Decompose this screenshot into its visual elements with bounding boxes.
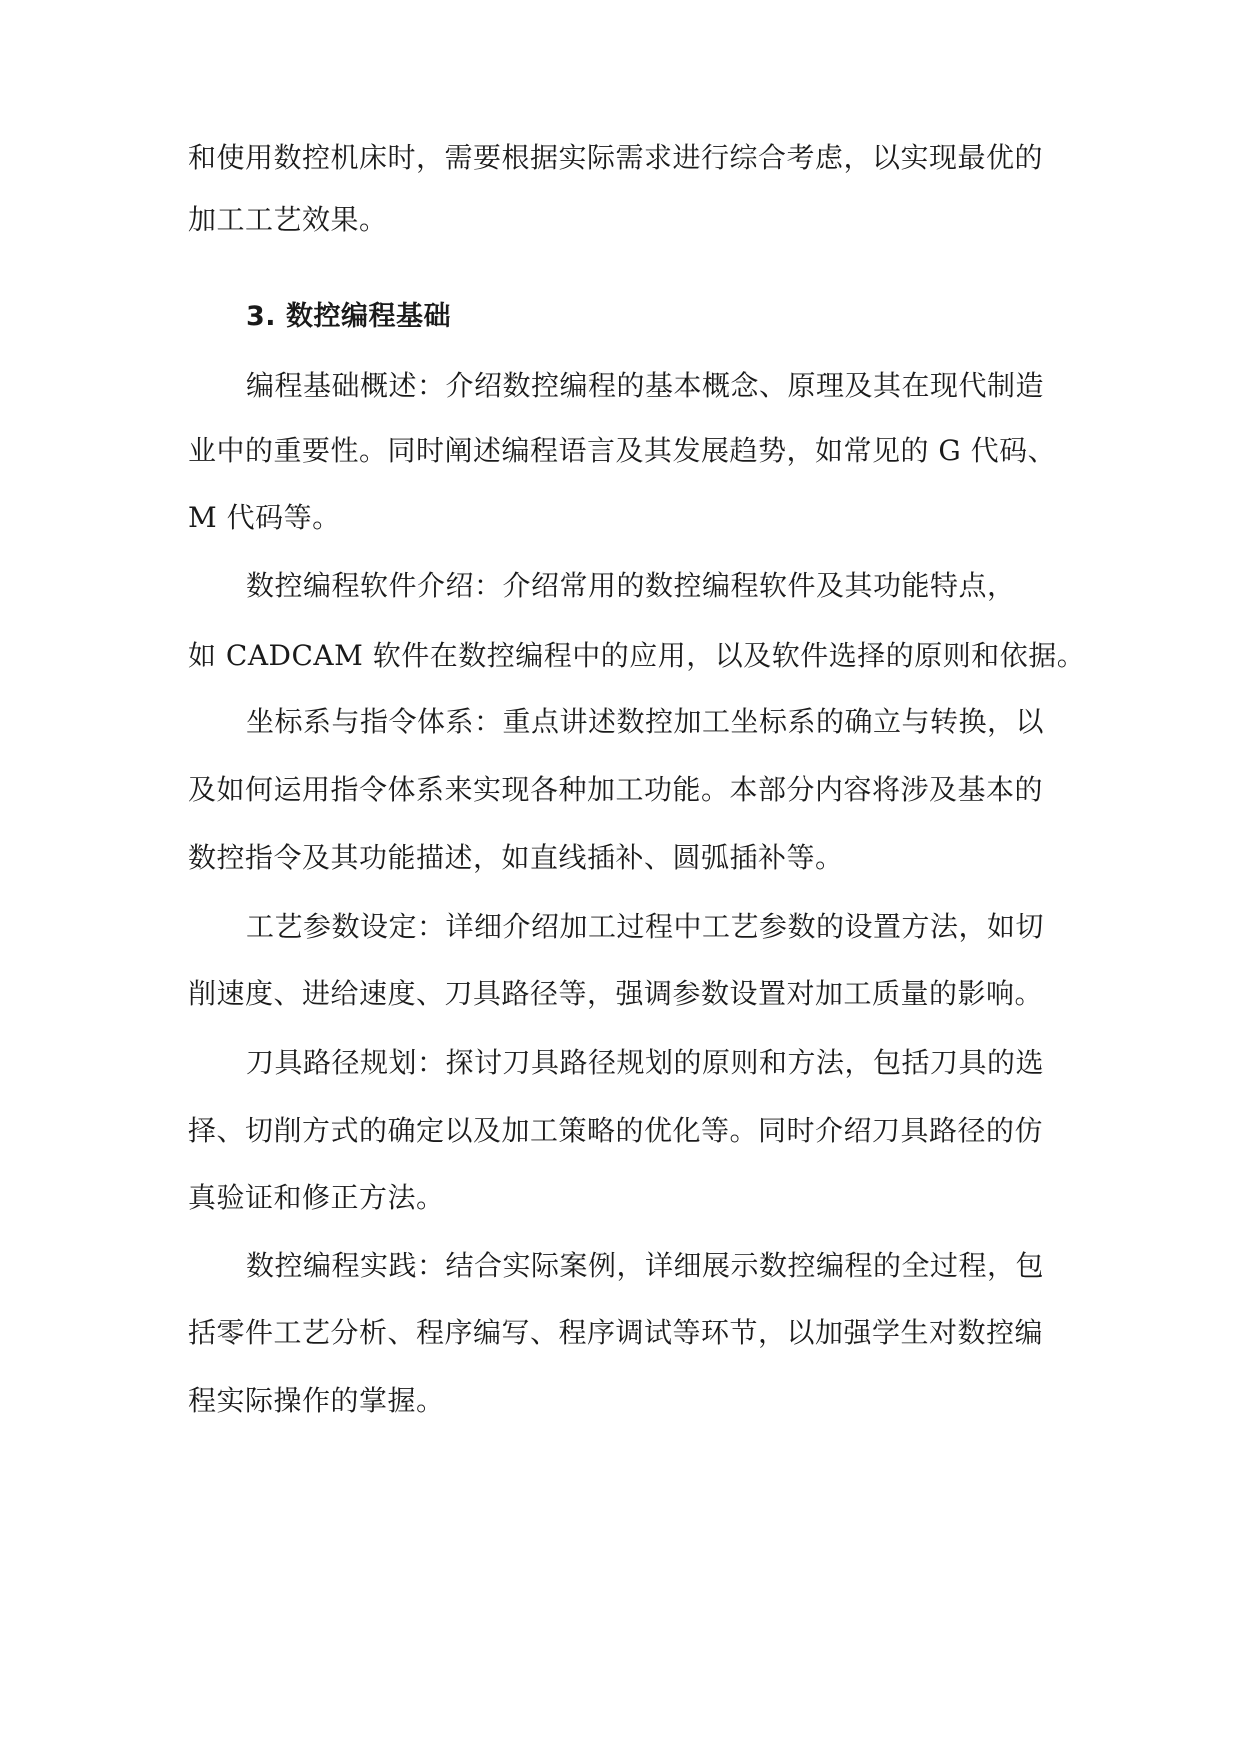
paragraph-3-line-1: 坐标系与指令体系：重点讲述数控加工坐标系的确立与转换，以 bbox=[246, 705, 1045, 738]
paragraph-1-line-2: 业中的重要性。同时阐述编程语言及其发展趋势，如常见的 G 代码、 bbox=[188, 434, 1057, 467]
paragraph-3-line-2: 及如何运用指令体系来实现各种加工功能。本部分内容将涉及基本的 bbox=[188, 773, 1044, 806]
paragraph-2-line-1: 数控编程软件介绍：介绍常用的数控编程软件及其功能特点， bbox=[246, 569, 1016, 602]
section-heading: 3. 数控编程基础 bbox=[246, 301, 451, 332]
paragraph-2-line-2: 如 CADCAM 软件在数控编程中的应用，以及软件选择的原则和依据。 bbox=[188, 639, 1086, 672]
paragraph-5-line-3: 真验证和修正方法。 bbox=[188, 1181, 445, 1214]
intro-paragraph-line-1: 和使用数控机床时，需要根据实际需求进行综合考虑，以实现最优的 bbox=[188, 141, 1044, 174]
paragraph-5-line-1: 刀具路径规划：探讨刀具路径规划的原则和方法，包括刀具的选 bbox=[246, 1046, 1045, 1079]
paragraph-4-line-2: 削速度、进给速度、刀具路径等，强调参数设置对加工质量的影响。 bbox=[188, 977, 1044, 1010]
paragraph-6-line-3: 程实际操作的掌握。 bbox=[188, 1384, 445, 1417]
paragraph-6-line-1: 数控编程实践：结合实际案例，详细展示数控编程的全过程，包 bbox=[246, 1249, 1045, 1282]
paragraph-4-line-1: 工艺参数设定：详细介绍加工过程中工艺参数的设置方法，如切 bbox=[246, 910, 1045, 943]
intro-paragraph-line-2: 加工工艺效果。 bbox=[188, 203, 388, 236]
paragraph-3-line-3: 数控指令及其功能描述，如直线插补、圆弧插补等。 bbox=[188, 841, 844, 874]
paragraph-1-line-1: 编程基础概述：介绍数控编程的基本概念、原理及其在现代制造 bbox=[246, 369, 1045, 402]
paragraph-5-line-2: 择、切削方式的确定以及加工策略的优化等。同时介绍刀具路径的仿 bbox=[188, 1114, 1044, 1147]
paragraph-6-line-2: 括零件工艺分析、程序编写、程序调试等环节，以加强学生对数控编 bbox=[188, 1316, 1044, 1349]
paragraph-1-line-3: M 代码等。 bbox=[188, 501, 341, 534]
